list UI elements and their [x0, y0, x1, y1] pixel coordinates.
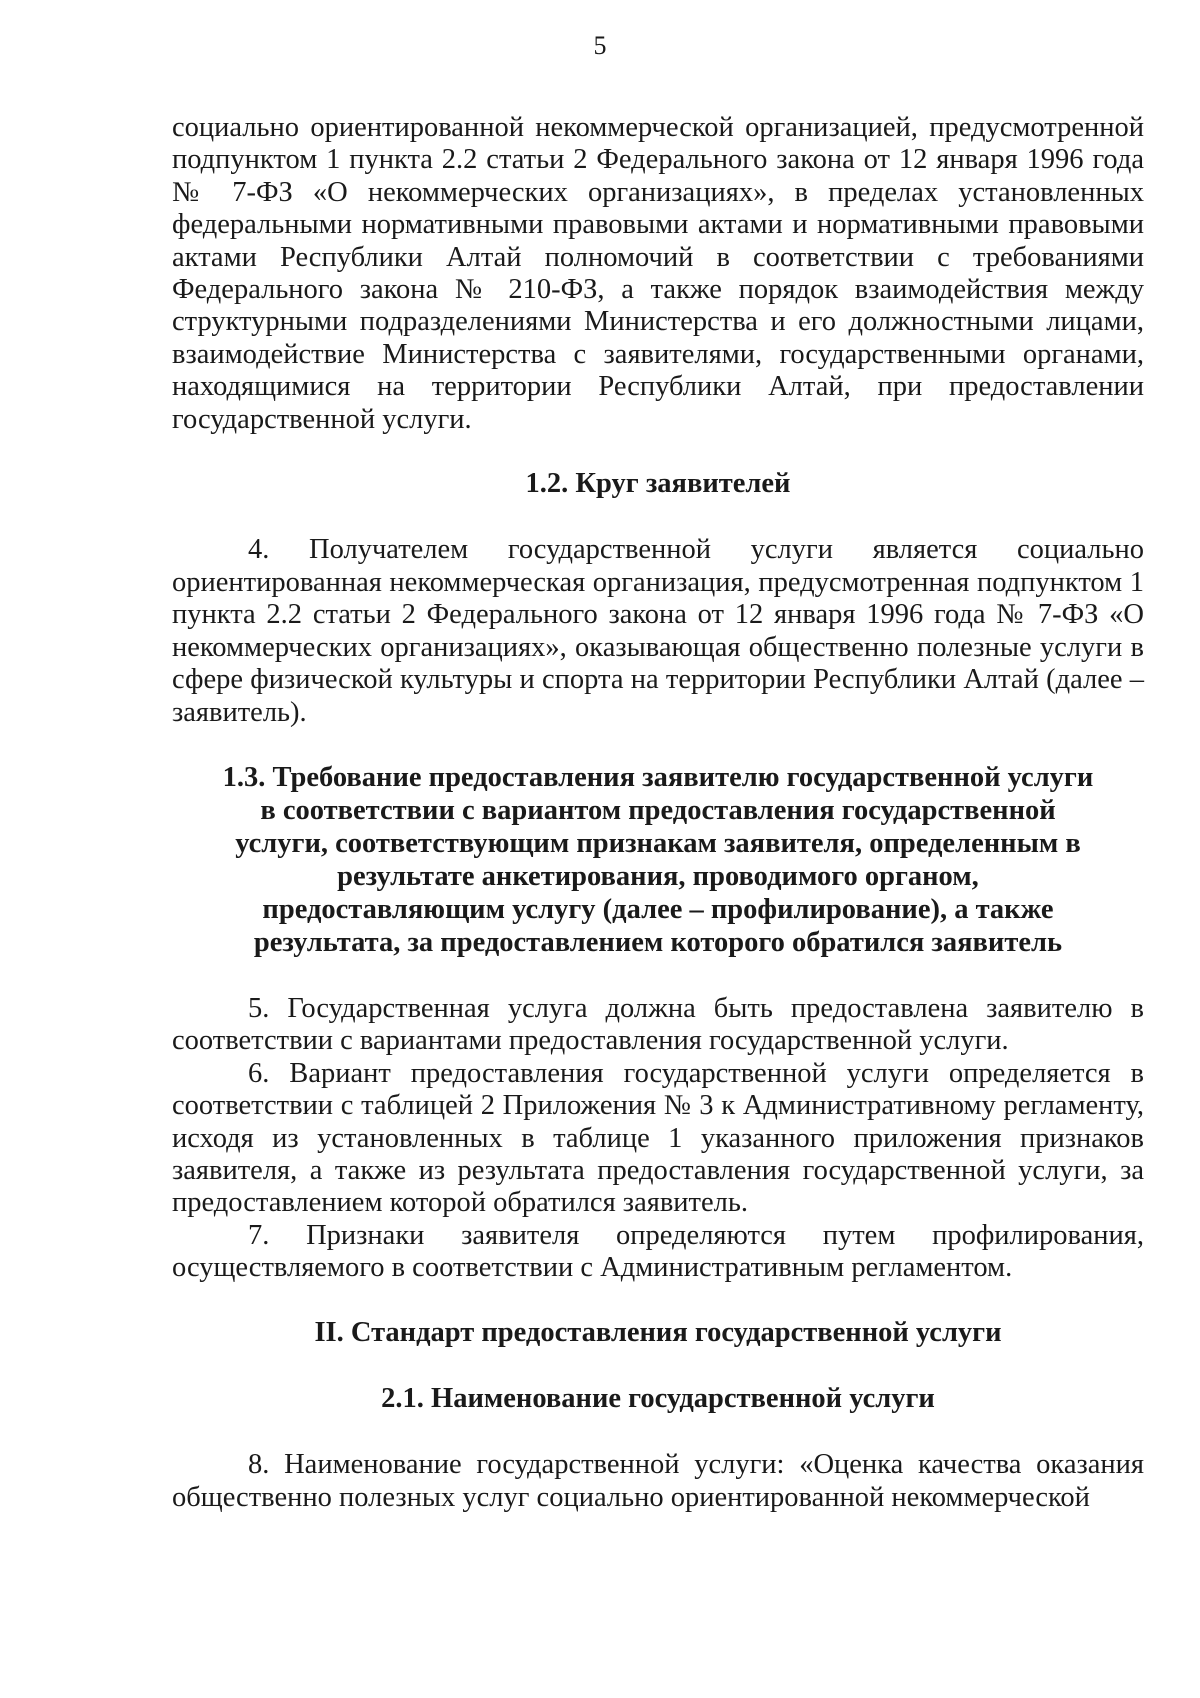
paragraph-intro: социально ориентированной некоммерческой организацией, предусмотренной подпунктом 1 пункта 2.2 статьи 2 Федерального закона от 12 января 1996 года № 7-ФЗ «О некоммерческих организациях», в пределах установленных федеральными нормативными правовыми актами и нормативными правовыми актами Республики Алтай полномочий в соответствии с требованиями Федерального закона № 210-ФЗ, а также порядок взаимодействия между структурными подразделениями Министерства и его должностными лицами, взаимодействие Министерства с заявителями, государственными органами, находящимися на территории Республики Алтай, при предоставлении государственной услуги. [172, 112, 1144, 435]
heading-section-2: II. Стандарт предоставления государственной услуги [314, 1316, 1002, 1348]
paragraph-5: 5. Государственная услуга должна быть предоставлена заявителю в соответствии с вариантами предоставления государственной услуги. [172, 992, 1144, 1057]
heading-2-1: 2.1. Наименование государственной услуги [381, 1382, 935, 1414]
page-number: 5 [593, 31, 607, 60]
paragraph-8: 8. Наименование государственной услуги: «Оценка качества оказания общественно полезных услуг социально ориентированной некоммерческой [172, 1449, 1144, 1513]
paragraph-4: 4. Получателем государственной услуги является социально ориентированная некоммерческая организация, предусмотренная подпунктом 1 пункта 2.2 статьи 2 Федерального закона от 12 января 1996 года № 7-ФЗ «О некоммерческих организациях», оказывающая общественно полезные услуги в сфере физической культуры и спорта на территории Республики Алтай (далее – заявитель). [172, 534, 1144, 728]
heading-1-3: 1.3. Требование предоставления заявителю государственной услуги в соответствии с вариантом предоставления государственной услуги, соответствующим признакам заявителя, определенным в результате анкетирования, проводимого органом, предоставляющим услугу (далее – профилирование), а также результата, за предоставлением которого обратился заявитель [222, 761, 1094, 958]
paragraph-7: 7. Признаки заявителя определяются путем профилирования, осуществляемого в соответствии с Административным регламентом. [172, 1219, 1144, 1284]
heading-1-2: 1.2. Круг заявителей [525, 468, 791, 500]
paragraph-6: 6. Вариант предоставления государственной услуги определяется в соответствии с таблицей 2 Приложения № 3 к Административному регламенту, исходя из установленных в таблице 1 указанного приложения признаков заявителя, а также из результата предоставления государственной услуги, за предоставлением которой обратился заявитель. [172, 1057, 1144, 1219]
document-body [172, 112, 1144, 1514]
